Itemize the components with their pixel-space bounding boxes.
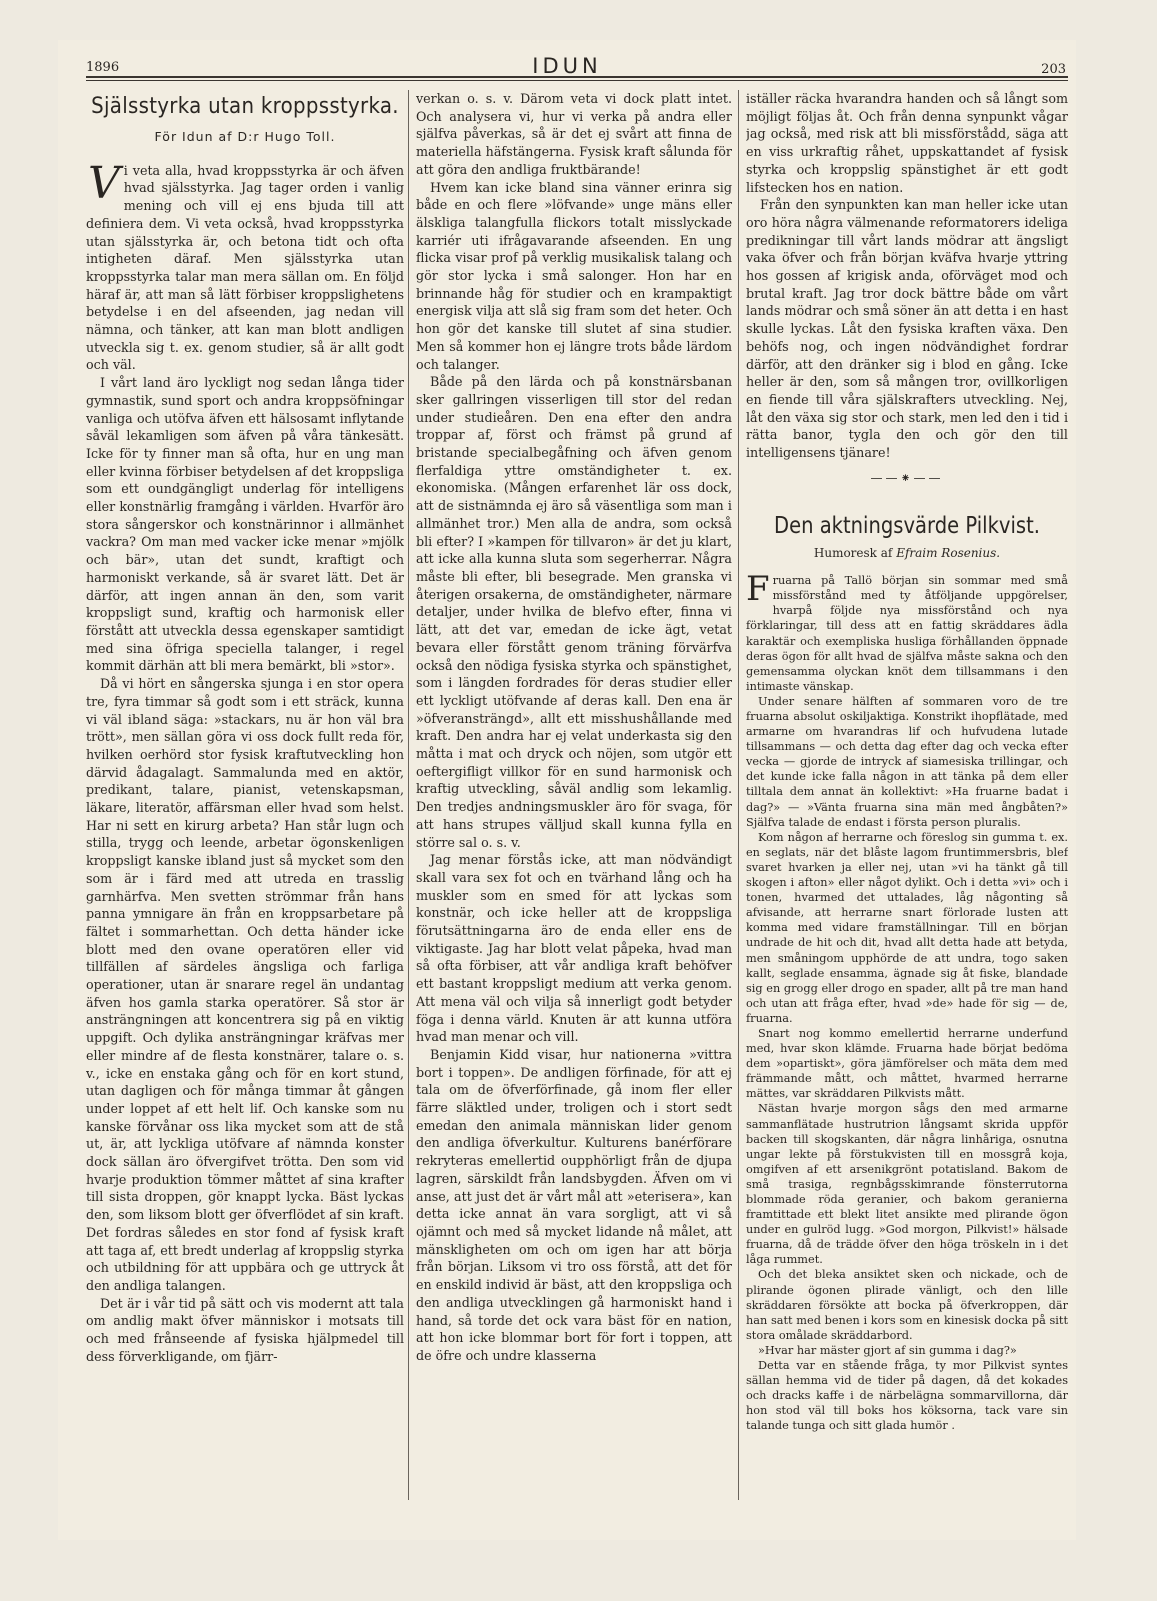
column-divider <box>408 90 409 1500</box>
column-3 <box>746 90 1068 1490</box>
article-paragraph: Nästan hvarje morgon sågs den med armarne sammanflätade hustrutrion långsamt skrida uppför backen till skogskanten, där några linhåriga, osnutna ungar lekte på förstukvisten till en mossgrå koja, omgifven af ett arsenikgrönt potatisland. Bakom de små trasiga, regnbågsskimrande fönsterrutorna blommade röda geranier, och bakom geranierna framtittade ett blekt litet ansikte med plirande ögon under en gulröd lugg. »God morgon, Pilkvist!» hälsade fruarna, då de trädde öfver den höga tröskeln in i det låga rummet. <box>746 1102 1068 1267</box>
header-rule-thin <box>86 80 1068 81</box>
article-paragraph: Fruarna på Tallö början sin sommar med små missförstånd med ty åtföljande uppgörelser, hvarpå följde nya missförstånd och nya förklaringar, till dess att en fattig skräddares ädla karaktär och exempliska husliga förhållanden öppnade deras ögon för allt hvad de själfva måste sakna och den gemensamma olyckan knöt dem tillsammans i den intimaste vänskap. <box>746 569 1068 693</box>
article-body <box>746 569 1068 1433</box>
article-paragraph: Och det bleka ansiktet sken och nickade, och de plirande ögonen plirade vänligt, och den lille skräddaren försökte att bocka på öfverkroppen, där han satt med benen i kors som en kinesisk docka på sitt stora omålade skräddarbord. <box>746 1268 1068 1342</box>
header-year: 1896 <box>86 60 120 75</box>
article-paragraph: Detta var en stående fråga, ty mor Pilkvist syntes sällan hemma vid de tider på dagen, då det kokades och dracks kaffe i de närbelägna sommarvillorna, där hon stod väl till boks hos köksorna, tack vare sin talande tunga och sitt glada humör . <box>746 1359 1068 1433</box>
newspaper-page <box>58 40 1076 1540</box>
article-paragraph: Snart nog kommo emellertid herrarne underfund med, hvar skon klämde. Fruarna hade börjat bedöma dem »opartiskt», göra jämförelser och mäta dem med främmande mått, och måttet, hvarmed herrarne mättes, var skräddaren Pilkvists mått. <box>746 1026 1068 1101</box>
column-1 <box>86 90 404 1490</box>
article-paragraph: verkan o. s. v. Därom veta vi dock platt intet. Och analysera vi, hur vi verka på andra eller själfva påverkas, så är det ej svårt att finna de materiella häfstängerna. Fysisk kraft sålunda för att göra den andliga fruktbärande! <box>416 91 732 177</box>
article-title: Den aktningsvärde Pilkvist. <box>774 513 1040 540</box>
column-2 <box>416 90 732 1490</box>
article-byline: Humoresk af Efraim Rosenius. <box>813 546 1001 561</box>
article-paragraph: Från den synpunkten kan man heller icke utan oro höra några välmenande reformatorers ideliga predikningar till vårt lands mödrar att ängsligt vaka öfver och från början kväfva hvarje yttring hos gossen af krigisk anda, oförväget mod och brutal kraft. Jag tror dock bättre både om vårt lands mödrar och små söner än att detta i en hast skulle lyckas. Låt den fysiska kraften växa. Den behöfs nog, och ingen nödvändighet fordrar därför, att den dränker sig i blod en gång. Icke heller är den, som så mången tror, ovillkorligen en fiende till våra själskrafters utveckling. Nej, låt den växa sig stor och stark, men led den i tid i rätta banor, tygla den och gör den till intelligensens tjänare! <box>746 197 1068 461</box>
article-paragraph: Då vi hört en sångerska sjunga i en stor opera tre, fyra timmar så godt som i ett sträck, kunna vi väl ibland säga: »stackars, nu är hon väl bra trött», men sällan göra vi oss dock fullt reda för, hvilken oerhörd stor fysisk kraftutveckling hon därvid ådagalagt. Sammalunda med en aktör, predikant, talare, pianist, vetenskapsman, läkare, literatör, affärsman eller hvad som helst. Har ni sett en kirurg arbeta? Han står lugn och stilla, trygg och leende, arbetar ögonskenligen kroppsligt kanske ibland just så mycket som den som är i färd med att utreda en trasslig garnhärfva. Men svetten strömmar från hans panna ymnigare än från en kroppsarbetare på fältet i sommarhettan. Och detta händer icke blott med den ovane operatören eller vid tillfällen af särdeles ängsliga och farliga operationer, utan är snarare regel än undantag äfven hos gamla starka operatörer. Så stor är ansträngningen att koncentrera sig på en viktig uppgift. Och dylika ansträngningar kräfvas mer eller mindre af de flesta konstnärer, talare o. s. v., icke en enstaka gång och för en kort stund, utan dagligen och för många timmar åt gången under loppet af ett helt lif. Och kanske som nu kanske förvånar oss lika mycket som att de stå ut, är, att lyckliga utöfvare af nämnda konster dock sällan äro öfvergifvet trötta. Den som vid hvarje produktion tömmer måttet af sina krafter till sista droppen, gör knappt lycka. Bäst lyckas den, som liksom blott ger öfverflödet af sin kraft. Det fordras således en stor fond af fysisk kraft att taga af, ett bredt underlag af kroppslig styrka och utbildning för att uppbära och ge uttryck åt den andliga talangen. <box>86 676 404 1293</box>
header-title: IDUN <box>532 54 602 78</box>
article-paragraph: I vårt land äro lyckligt nog sedan långa tider gymnastik, sund sport och andra kroppsöfningar vanliga och utöfva äfven ett hälsosamt inflytande såväl lekamligen som äfven på våra tänkesätt. Icke för ty finner man så ofta, hur en ung man eller kvinna förbiser betydelsen af det kroppsliga som ett oundgängligt underlag för intelligens eller konstnärlig framgång i världen. Hvarför äro stora sångerskor och konstnärinnor i allmänhet vackra? Om man med vacker icke menar »mjölk och bär», utan det sundt, kraftigt och harmoniskt verkande, så är svaret lätt. Det är därför, att ingen annan än den, som varit kroppsligt sund, kraftig och harmonisk eller förstått att utveckla dessa egenskaper samtidigt med sina öfriga speciella talanger, i regel kommit därhän att bli mera bemärkt, bli »stor». <box>86 375 404 674</box>
article-paragraph: Jag menar förstås icke, att man nödvändigt skall vara sex fot och en tvärhand lång och ha muskler som en smed för att lyckas som konstnär, och icke heller att de kroppsliga förutsättningarna äro de enda eller ens de viktigaste. Jag har blott velat påpeka, hvad man så ofta förbiser, att vår andliga kraft behöfver ett bastant kroppsligt medium att verka genom. Att mena väl och vilja så innerligt godt betyder föga i denna värld. Knuten är att kunna utföra hvad man menar och vill. <box>416 852 732 1045</box>
article-paragraph: Vi veta alla, hvad kroppsstyrka är och äfven hvad själsstyrka. Jag tager orden i vanlig mening och vill ej ens bjuda till att definiera dem. Vi veta också, hvad kroppsstyrka utan själsstyrka är, och betona tidt och ofta intigheten däraf. Men själsstyrka utan kroppsstyrka talar man mera sällan om. En följd häraf är, att man så lätt förbiser kroppslighetens betydelse i en del afseenden, jag nedan vill nämna, och tänker, att kan man blott andligen utveckla sig t. ex. genom studier, så är allt godt och väl. <box>86 157 404 373</box>
header-rule <box>86 76 1068 78</box>
article-paragraph: »Hvar har mäster gjort af sin gumma i dag?» <box>758 1343 1017 1357</box>
column-divider <box>738 90 739 1500</box>
article-paragraph: iställer räcka hvarandra handen och så långt som möjligt följas åt. Och från denna synpunkt vågar jag också, med risk att bli missförstådd, säga att en viss urkraftig råhet, uppskattandet af fysisk styrka och kroppslig spänstighet är ett godt lifstecken hos en nation. <box>746 91 1068 195</box>
article-paragraph: Det är i vår tid på sätt och vis modernt att tala om andlig makt öfver människor i motsats till och med frånseende af fysiska hjälpmedel till dess förverkligande, om fjärr- <box>86 1295 404 1364</box>
article-paragraph: Både på den lärda och på konstnärsbanan sker gallringen visserligen till stor del redan under studieåren. Den ena efter den andra troppar af, först och främst på grund af bristande specialbegåfning och äfven genom flerfaldiga yttre omständigheter t. ex. ekonomiska. (Mången erfarenhet lär oss dock, att de sistnämnda ej äro så väsentliga som man i allmänhet tror.) Men alla de andra, som också bli efter? I »kampen för tillvaron» är det ju klart, att icke alla kunna sluta som segerherrar. Några måste bli efter, bli besegrade. Men granska vi återigen orsakerna, de omständigheter, närmare detaljer, under hvilka de blefvo efter, finna vi lätt, att det var, emedan de icke ägt, vetat bevara eller förstått genom träning förvärfva också den nödiga fysiska styrka och spänstighet, som i längden fordrades för deras studier eller ett lyckligt utöfvande af deras kall. Den ena är »öfveransträngd», allt ett misshushållande med kraft. Den andra har ej velat underkasta sig den måtta i mat och dryck och nöjen, som utgör ett oeftergifligt villkor för en sund harmonisk och kraftig utveckling, såväl andlig som lekamlig. Den tredjes andningsmuskler äro för svaga, för att hans strupes välljud skall kunna fylla en större sal o. s. v. <box>416 374 732 850</box>
section-separator: ——⁕—— <box>870 470 944 485</box>
drop-cap: F <box>746 569 770 610</box>
article-title: Själsstyrka utan kroppsstyrka. <box>91 94 399 119</box>
article-paragraph: Under senare hälften af sommaren voro de tre fruarna absolut oskiljaktiga. Konstrikt ihopflätade, med armarne om hvarandras lif och hufvudena lutade tillsammans — och detta dag efter dag och vecka efter vecka — gjorde de intryck af siamesiska trillingar, och det kunde icke falla någon in att tänka på dem eller tilltala dem annat än kollektivt: »Ha fruarne badat i dag?» — »Vänta fruarna sina män med ångbåten?» Själfva talade de endast i första person pluralis. <box>746 694 1068 829</box>
article-paragraph: Hvem kan icke bland sina vänner erinra sig både en och flere »löfvande» unge mäns eller älskliga talangfulla flickors totalt misslyckade karriér uti ifrågavarande afseenden. En ung flicka visar prof på verklig musikalisk talang och gör stor lycka i små salonger. Hon har en brinnande håg för studier och en krampaktigt energisk vilja att slå sig fram som det heter. Och hon gör det kanske till slutet af sina studier. Men så kommer hon ej längre trots både lärdom och talanger. <box>416 179 732 372</box>
article-paragraph: Kom någon af herrarne och föreslog sin gumma t. ex. en seglats, när det blåste lagom fruntimmersbris, blef svaret hvarken ja eller nej, utan »vi ha tänkt gå till skogen i afton» eller något dylikt. Och i detta »vi» och i tonen, hvarmed det uttalades, låg någonting så afvisande, att herrarne snart förlorade lusten att komma med vidare framställningar. Till en början undrade de hit och dit, hvad allt detta hade att betyda, men småningom upphörde de att undra, togo saken kallt, seglade ensamma, ägnade sig åt fiske, blandade sig en grogg eller drogo en spader, allt på tre man hand och utan att fråga efter, hvad »de» hade för sig — de, fruarna. <box>746 830 1068 1025</box>
header-page-number: 203 <box>1041 62 1066 77</box>
article-paragraph: Benjamin Kidd visar, hur nationerna »vittra bort i toppen». De andligen förfinade, för att ej tala om de öfverförfinade, gå inom fler eller färre släktled under, troligen och i stort sedt emedan den animala människan lider genom den andliga öfverkultur. Kulturens banérförare rekryteras emellertid oupphörligt från de djupa lagren, särskildt från landsbygden. Äfven om vi anse, att just det är vårt mål att »eterisera», kan detta icke annat än vara sorgligt, att vi så ojämnt och med så mycket lidande nå målet, att mänskligheten om och om igen har att börja från början. Liksom vi tro oss förstå, att det för en enskild individ är bäst, att den kroppsliga och den andliga utvecklingen gå harmoniskt hand i hand, så torde det ock vara bäst för en nation, att hon icke blommar bort för fort i toppen, att de öfre och undre klasserna <box>416 1046 732 1363</box>
drop-cap: V <box>88 157 120 209</box>
article-byline: För Idun af D:r Hugo Toll. <box>154 129 336 144</box>
